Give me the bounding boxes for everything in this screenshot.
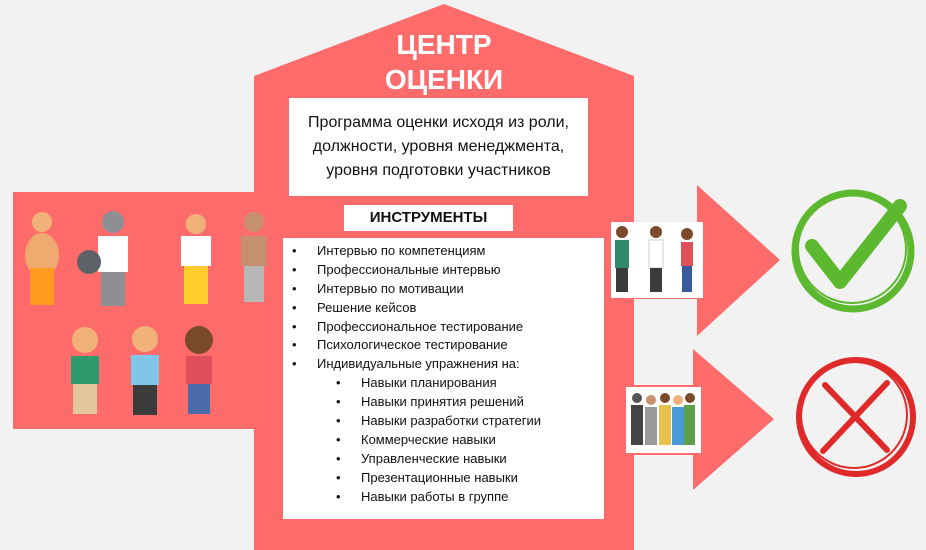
tool-item: • Интервью по мотивации <box>283 280 541 299</box>
candidate-figure-5 <box>71 327 99 414</box>
tools-list-box <box>283 238 604 519</box>
tool-item: • Профессиональное тестирование <box>283 318 541 337</box>
candidate-figure-6 <box>131 326 159 415</box>
exercise-item: • Навыки разработки стратегии <box>283 412 541 431</box>
candidate-figure-4 <box>241 212 267 302</box>
tools-label: ИНСТРУМЕНТЫ <box>344 205 513 231</box>
tool-item: • Решение кейсов <box>283 299 541 318</box>
exercise-item: • Коммерческие навыки <box>283 431 541 450</box>
tool-item: • Психологическое тестирование <box>283 336 541 355</box>
exercises-list <box>283 374 541 506</box>
exercise-item: • Навыки работы в группе <box>283 488 541 507</box>
exercise-item: • Навыки планирования <box>283 374 541 393</box>
tool-item: • Интервью по компетенциям <box>283 242 541 261</box>
center-title-line1: ЦЕНТР <box>396 29 492 60</box>
program-text: Программа оценки исходя из роли, должности, уровня менеджмента, уровня подготовки участников <box>308 114 569 179</box>
exercise-item: • Управленческие навыки <box>283 450 541 469</box>
exercise-item: • Презентационные навыки <box>283 469 541 488</box>
candidate-figure-7 <box>185 326 213 414</box>
center-title-line2: ОЦЕНКИ <box>384 64 504 95</box>
tools-list <box>283 242 541 374</box>
check-icon <box>795 193 911 309</box>
program-text-box <box>289 98 588 196</box>
exercise-item: • Навыки принятия решений <box>283 393 541 412</box>
tool-item: • Профессиональные интервью <box>283 261 541 280</box>
cross-icon <box>799 360 913 474</box>
tool-item: • Индивидуальные упражнения на: <box>283 355 541 374</box>
